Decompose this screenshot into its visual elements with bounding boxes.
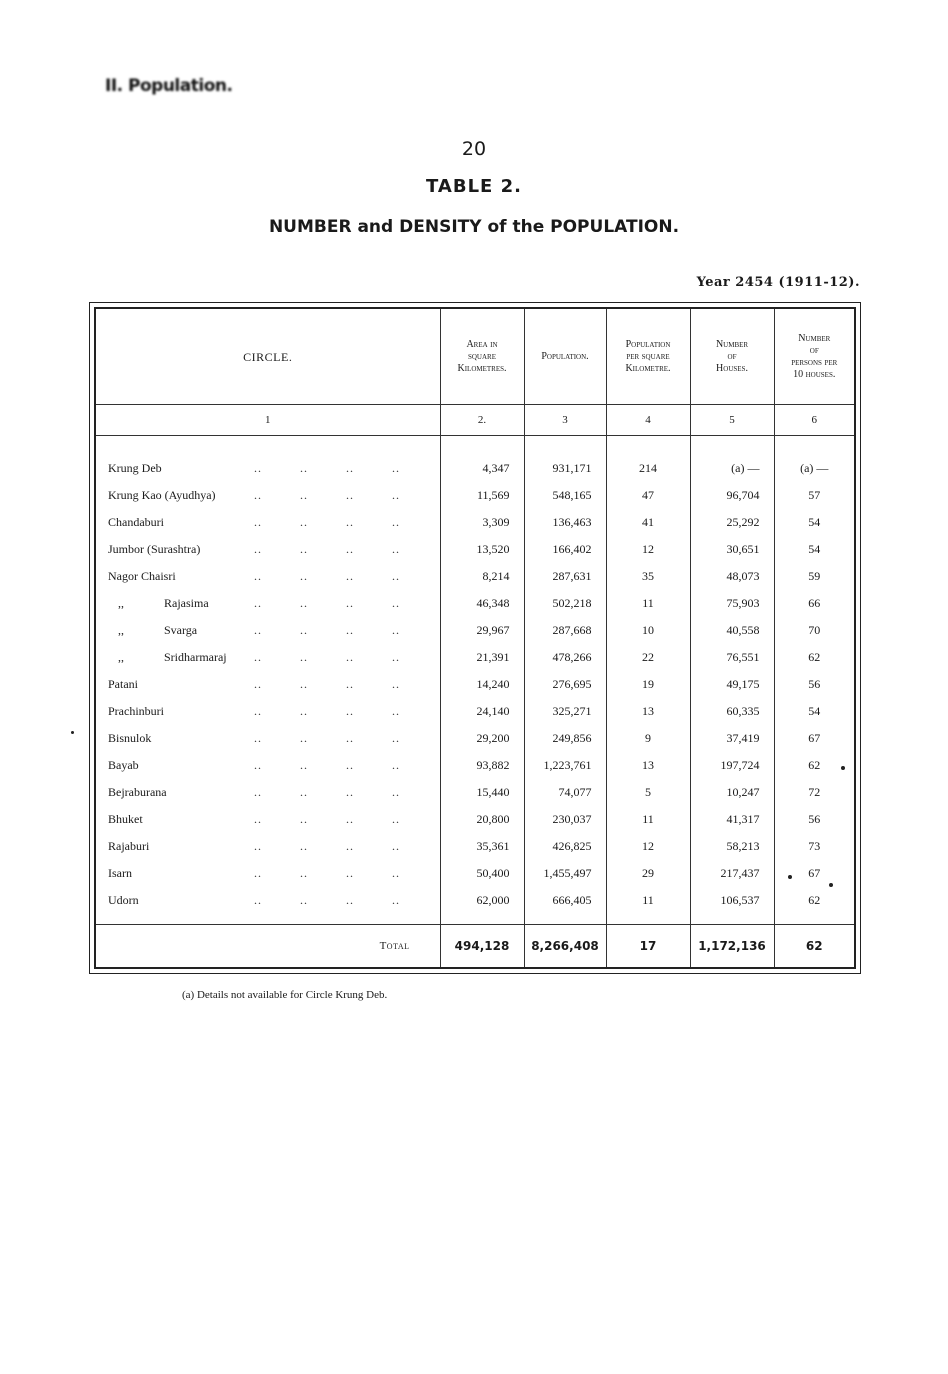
population-cell: 502,218 [524,590,606,617]
density-cell: 10 [606,617,690,644]
houses-cell: 25,292 [690,509,774,536]
houses-cell: 40,558 [690,617,774,644]
circle-name-cell [96,779,440,806]
table-row [96,617,854,644]
persons-cell: 59 [774,563,854,590]
table-title: NUMBER and DENSITY of the POPULATION. [268,217,680,237]
leader-dots: .. .. .. .. [254,542,400,556]
leader-dots: .. .. .. .. [254,596,400,610]
circle-name-cell [96,887,440,914]
table-row [96,671,854,698]
total-label: Total [96,925,440,968]
population-cell: 276,695 [524,671,606,698]
area-cell: 50,400 [440,860,524,887]
leader-dots: .. .. .. .. [254,650,400,664]
table-number: TABLE 2. [426,176,522,197]
population-cell: 287,631 [524,563,606,590]
population-cell: 1,223,761 [524,752,606,779]
table-row [96,698,854,725]
col-header-area: Area in square Kilometres. [440,309,524,405]
table-row [96,860,854,887]
footnote: (a) Details not available for Circle Krung Deb. [182,989,388,1001]
houses-cell: 197,724 [690,752,774,779]
persons-cell: 70 [774,617,854,644]
houses-cell: (a) — [690,455,774,482]
total-population: 8,266,408 [524,925,606,968]
column-number-row [96,405,854,436]
population-cell: 166,402 [524,536,606,563]
density-cell: 47 [606,482,690,509]
circle-name: Rajaburi [108,839,150,853]
stray-mark [71,731,74,734]
population-cell: 478,266 [524,644,606,671]
persons-cell: 57 [774,482,854,509]
density-cell: 35 [606,563,690,590]
leader-dots: .. .. .. .. [254,731,400,745]
leader-dots: .. .. .. .. [254,623,400,637]
table-row [96,482,854,509]
circle-name-cell [96,860,440,887]
stray-mark [841,766,845,770]
header-row [96,309,854,405]
area-cell: 20,800 [440,806,524,833]
table-row [96,563,854,590]
col-header-density: Population per square Kilometre. [606,309,690,405]
persons-cell: 67 [774,860,854,887]
circle-name: Krung Deb [108,461,162,475]
houses-cell: 96,704 [690,482,774,509]
leader-dots: .. .. .. .. [254,893,400,907]
area-cell: 21,391 [440,644,524,671]
persons-cell: 72 [774,779,854,806]
col-header-houses: Number of Houses. [690,309,774,405]
circle-name-cell [96,617,440,644]
houses-cell: 37,419 [690,725,774,752]
density-cell: 5 [606,779,690,806]
table-row [96,590,854,617]
total-row [96,925,854,968]
table-row [96,779,854,806]
leader-dots: .. .. .. .. [254,866,400,880]
houses-cell: 49,175 [690,671,774,698]
area-cell: 35,361 [440,833,524,860]
circle-name-cell [96,509,440,536]
leader-dots: .. .. .. .. [254,704,400,718]
area-cell: 11,569 [440,482,524,509]
circle-name: Nagor Chaisri [108,569,176,583]
ditto-mark: ,, [118,623,124,637]
density-cell: 11 [606,887,690,914]
population-cell: 325,271 [524,698,606,725]
section-header-mark: II. Population. [105,76,233,96]
density-cell: 22 [606,644,690,671]
density-cell: 29 [606,860,690,887]
area-cell: 46,348 [440,590,524,617]
ditto-mark: ,, [118,596,124,610]
circle-name: Rajasima [164,596,209,610]
circle-name-cell [96,482,440,509]
density-cell: 12 [606,833,690,860]
area-cell: 4,347 [440,455,524,482]
table-row [96,509,854,536]
circle-name: Chandaburi [108,515,164,529]
persons-cell: 62 [774,644,854,671]
leader-dots: .. .. .. .. [254,515,400,529]
col-number: 1 [96,405,440,436]
persons-cell: 54 [774,698,854,725]
density-cell: 11 [606,806,690,833]
area-cell: 3,309 [440,509,524,536]
circle-name-cell [96,752,440,779]
area-cell: 29,967 [440,617,524,644]
leader-dots: .. .. .. .. [254,839,400,853]
houses-cell: 106,537 [690,887,774,914]
persons-cell: 62 [774,887,854,914]
col-number: 5 [690,405,774,436]
circle-name: Prachinburi [108,704,164,718]
area-cell: 24,140 [440,698,524,725]
leader-dots: .. .. .. .. [254,785,400,799]
total-area: 494,128 [440,925,524,968]
circle-name-cell [96,590,440,617]
density-cell: 214 [606,455,690,482]
houses-cell: 60,335 [690,698,774,725]
ditto-mark: ,, [118,650,124,664]
col-number: 4 [606,405,690,436]
population-cell: 426,825 [524,833,606,860]
population-cell: 230,037 [524,806,606,833]
total-persons: 62 [774,925,854,968]
houses-cell: 48,073 [690,563,774,590]
population-cell: 74,077 [524,779,606,806]
circle-name-cell [96,455,440,482]
houses-cell: 41,317 [690,806,774,833]
col-header-population: Population. [524,309,606,405]
density-cell: 13 [606,698,690,725]
houses-cell: 217,437 [690,860,774,887]
persons-cell: 56 [774,806,854,833]
houses-cell: 58,213 [690,833,774,860]
population-cell: 249,856 [524,725,606,752]
leader-dots: .. .. .. .. [254,812,400,826]
circle-name: Bisnulok [108,731,152,745]
stray-mark [829,883,833,887]
density-cell: 11 [606,590,690,617]
persons-cell: (a) — [774,455,854,482]
density-cell: 9 [606,725,690,752]
circle-name: Isarn [108,866,132,880]
table-row [96,536,854,563]
circle-name: Jumbor (Surashtra) [108,542,201,556]
circle-name: Krung Kao (Ayudhya) [108,488,216,502]
circle-name: Patani [108,677,138,691]
circle-name: Bayab [108,758,139,772]
density-cell: 41 [606,509,690,536]
population-cell: 136,463 [524,509,606,536]
houses-cell: 76,551 [690,644,774,671]
area-cell: 29,200 [440,725,524,752]
population-table [96,309,854,967]
persons-cell: 67 [774,725,854,752]
table-row [96,806,854,833]
col-number: 6 [774,405,854,436]
table-row [96,455,854,482]
leader-dots: .. .. .. .. [254,677,400,691]
density-cell: 12 [606,536,690,563]
area-cell: 62,000 [440,887,524,914]
circle-name: Svarga [164,623,198,637]
houses-cell: 75,903 [690,590,774,617]
circle-name-cell [96,536,440,563]
persons-cell: 73 [774,833,854,860]
col-number: 2. [440,405,524,436]
houses-cell: 10,247 [690,779,774,806]
table-row [96,644,854,671]
persons-cell: 62 [774,752,854,779]
table-row [96,752,854,779]
circle-name-cell [96,833,440,860]
persons-cell: 66 [774,590,854,617]
circle-name-cell [96,806,440,833]
area-cell: 8,214 [440,563,524,590]
area-cell: 93,882 [440,752,524,779]
houses-cell: 30,651 [690,536,774,563]
stray-mark [788,875,792,879]
circle-name-cell [96,725,440,752]
circle-name: Sridharmaraj [164,650,227,664]
col-header-persons: Number of persons per 10 houses. [774,309,854,405]
table-row [96,725,854,752]
col-header-circle: CIRCLE. [243,349,293,364]
table-row [96,887,854,914]
circle-name: Bejraburana [108,785,167,799]
page-number: 20 [461,138,487,160]
year-label: Year 2454 (1911-12). [696,275,860,290]
circle-name-cell [96,671,440,698]
persons-cell: 54 [774,509,854,536]
circle-name: Udorn [108,893,139,907]
circle-name-cell [96,698,440,725]
population-cell: 548,165 [524,482,606,509]
leader-dots: .. .. .. .. [254,461,400,475]
population-cell: 666,405 [524,887,606,914]
area-cell: 13,520 [440,536,524,563]
population-cell: 287,668 [524,617,606,644]
population-cell: 931,171 [524,455,606,482]
total-density: 17 [606,925,690,968]
persons-cell: 54 [774,536,854,563]
population-cell: 1,455,497 [524,860,606,887]
table-row [96,833,854,860]
persons-cell: 56 [774,671,854,698]
circle-name: Bhuket [108,812,143,826]
area-cell: 15,440 [440,779,524,806]
leader-dots: .. .. .. .. [254,488,400,502]
col-number: 3 [524,405,606,436]
leader-dots: .. .. .. .. [254,758,400,772]
circle-name-cell [96,563,440,590]
area-cell: 14,240 [440,671,524,698]
density-cell: 13 [606,752,690,779]
density-cell: 19 [606,671,690,698]
leader-dots: .. .. .. .. [254,569,400,583]
total-houses: 1,172,136 [690,925,774,968]
circle-name-cell [96,644,440,671]
